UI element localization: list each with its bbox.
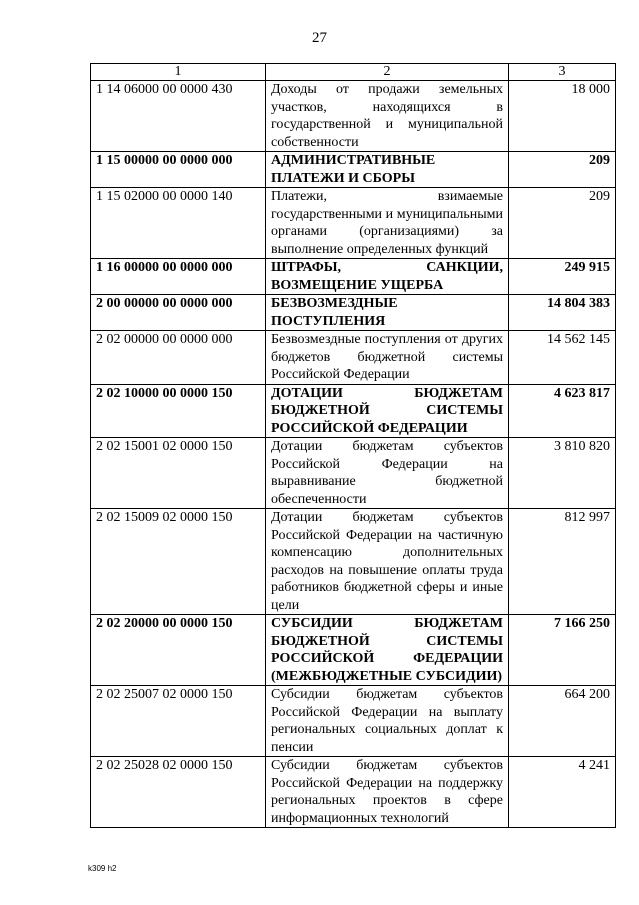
row-name-cell: Доходы от продажи земельных участков, находящихся в государственной и муниципальной собственности [266,81,509,152]
row-name-cell: БЕЗВОЗМЕЗДНЫЕ ПОСТУПЛЕНИЯ [266,295,509,331]
row-name-cell: Дотации бюджетам субъектов Российской Федерации на частичную компенсацию дополнительных расходов на повышение оплаты труда работников бюджетной сферы и иные цели [266,509,509,615]
table-row [91,259,616,295]
row-name-cell: АДМИНИСТРАТИВНЫЕ ПЛАТЕЖИ И СБОРЫ [266,152,509,188]
row-amount-cell: 209 [509,152,616,188]
table-row [91,188,616,259]
row-amount-cell: 209 [509,188,616,259]
row-amount-cell: 14 562 145 [509,331,616,385]
table-row [91,757,616,828]
table-row [91,615,616,686]
row-code-cell: 2 00 00000 00 0000 000 [91,295,266,331]
row-name-cell: Дотации бюджетам субъектов Российской Федерации на выравнивание бюджетной обеспеченности [266,438,509,509]
row-code-cell: 1 15 02000 00 0000 140 [91,188,266,259]
row-code-cell: 2 02 15009 02 0000 150 [91,509,266,615]
row-amount-cell: 249 915 [509,259,616,295]
row-name-cell: ДОТАЦИИ БЮДЖЕТАМ БЮДЖЕТНОЙ СИСТЕМЫ РОССИЙСКОЙ ФЕДЕРАЦИИ [266,384,509,438]
row-code-cell: 2 02 15001 02 0000 150 [91,438,266,509]
row-amount-cell: 14 804 383 [509,295,616,331]
page-number: 27 [312,30,327,46]
column-header-name: 2 [266,64,509,81]
column-header-code: 1 [91,64,266,81]
table-row [91,331,616,385]
row-amount-cell: 664 200 [509,686,616,757]
row-amount-cell: 812 997 [509,509,616,615]
table-header-row [91,64,616,81]
row-name-cell: Платежи, взимаемые государственными и муниципальными органами (организациями) за выполнение определенных функций [266,188,509,259]
row-amount-cell: 18 000 [509,81,616,152]
row-name-cell: Субсидии бюджетам субъектов Российской Федерации на поддержку региональных проектов в сфере информационных технологий [266,757,509,828]
table-row [91,295,616,331]
column-header-amount: 3 [509,64,616,81]
row-name-cell: ШТРАФЫ, САНКЦИИ, ВОЗМЕЩЕНИЕ УЩЕРБА [266,259,509,295]
row-name-cell: Субсидии бюджетам субъектов Российской Федерации на выплату региональных социальных доплат к пенсии [266,686,509,757]
table-row [91,152,616,188]
table-row [91,81,616,152]
row-amount-cell: 3 810 820 [509,438,616,509]
table-row [91,686,616,757]
budget-revenue-table [90,63,616,828]
row-code-cell: 2 02 20000 00 0000 150 [91,615,266,686]
table-row [91,438,616,509]
row-name-cell: СУБСИДИИ БЮДЖЕТАМ БЮДЖЕТНОЙ СИСТЕМЫ РОССИЙСКОЙ ФЕДЕРАЦИИ (МЕЖБЮДЖЕТНЫЕ СУБСИДИИ) [266,615,509,686]
row-code-cell: 1 16 00000 00 0000 000 [91,259,266,295]
row-amount-cell: 7 166 250 [509,615,616,686]
row-code-cell: 1 15 00000 00 0000 000 [91,152,266,188]
row-code-cell: 2 02 25028 02 0000 150 [91,757,266,828]
row-code-cell: 2 02 25007 02 0000 150 [91,686,266,757]
row-code-cell: 2 02 10000 00 0000 150 [91,384,266,438]
row-name-cell: Безвозмездные поступления от других бюджетов бюджетной системы Российской Федерации [266,331,509,385]
row-code-cell: 2 02 00000 00 0000 000 [91,331,266,385]
table-row [91,509,616,615]
row-amount-cell: 4 623 817 [509,384,616,438]
row-amount-cell: 4 241 [509,757,616,828]
footer-code: k309 h2 [88,864,117,873]
table-row [91,384,616,438]
row-code-cell: 1 14 06000 00 0000 430 [91,81,266,152]
